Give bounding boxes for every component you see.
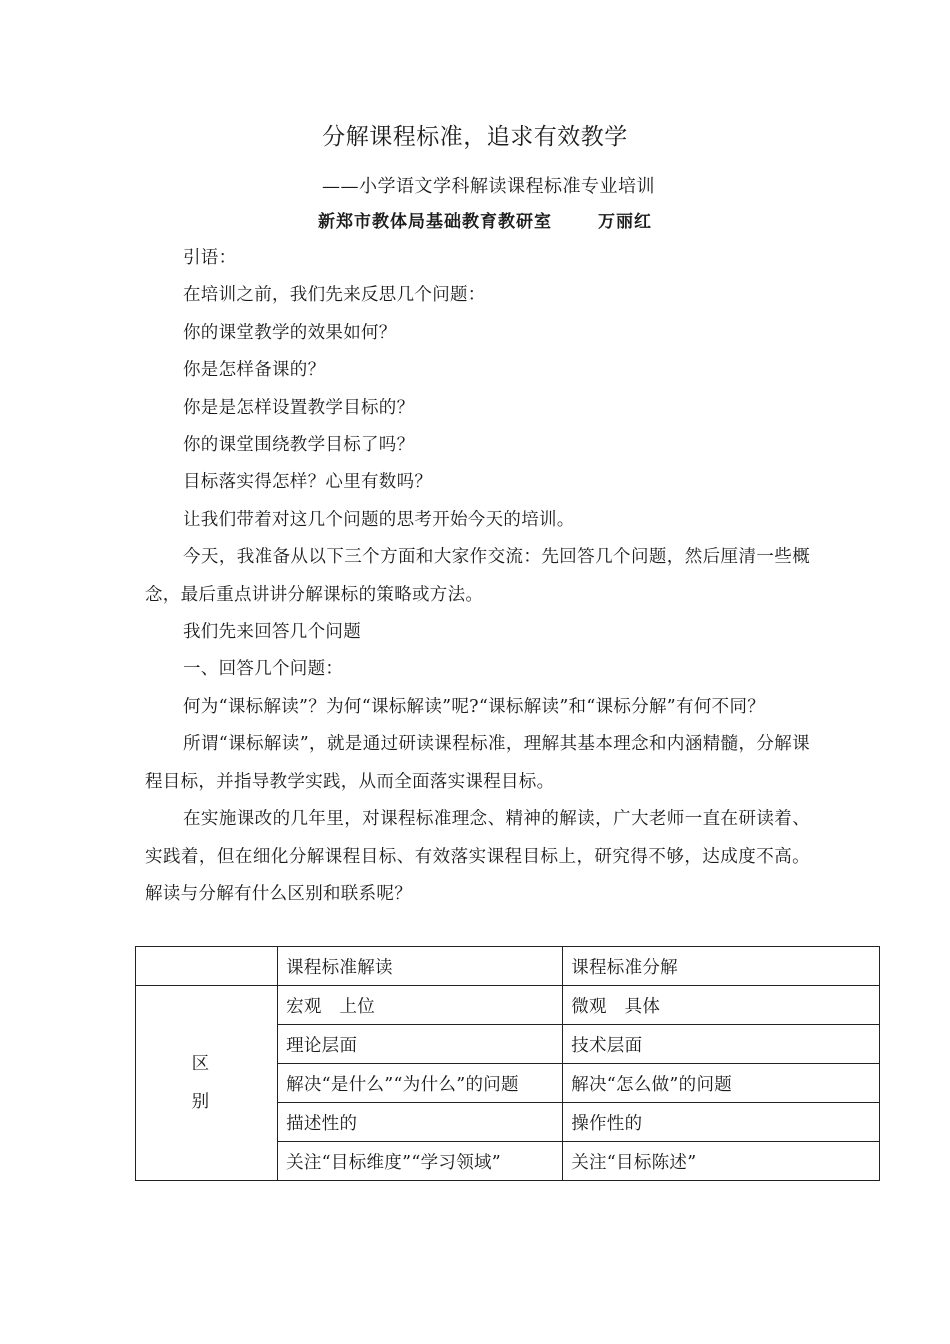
row-group-label-char: 区: [191, 1054, 210, 1074]
table-cell: 理论层面: [278, 1025, 563, 1064]
document-body: [145, 240, 810, 913]
table-cell: 关注“目标维度”“学习领域”: [278, 1142, 563, 1181]
table-cell: 技术层面: [563, 1025, 880, 1064]
table-cell: 宏观 上位: [278, 986, 563, 1025]
table-cell: 关注“目标陈述”: [563, 1142, 880, 1181]
table-cell: 解决“怎么做”的问题: [563, 1064, 880, 1103]
row-group-label: [136, 986, 278, 1181]
table-cell: 解决“是什么”“为什么”的问题: [278, 1064, 563, 1103]
table-header-cell: 课程标准解读: [278, 947, 563, 986]
paragraph: 你的课堂围绕教学目标了吗？: [183, 435, 415, 456]
document-subtitle: ——小学语文学科解读课程标准专业培训: [322, 176, 655, 197]
paragraph: 引语：: [183, 248, 237, 268]
paragraph: 我们先来回答几个问题: [183, 622, 361, 643]
author-organization: 新郑市教体局基础教育教研室: [318, 212, 552, 232]
table-header-row: [136, 947, 880, 986]
paragraph: 你是怎样备课的？: [183, 360, 326, 381]
document-title: 分解课程标准，追求有效教学: [322, 124, 628, 150]
paragraph: 何为“课标解读”？为何“课标解读”呢?“课标解读”和“课标分解”有何不同？: [183, 696, 766, 717]
paragraph: 所谓“课标解读”，就是通过研读课程标准，理解其基本理念和内涵精髓，分解课程目标，并指导教学实践，从而全面落实课程目标。: [145, 734, 810, 792]
table-cell: 描述性的: [278, 1103, 563, 1142]
paragraph: 今天，我准备从以下三个方面和大家作交流：先回答几个问题，然后厘清一些概念，最后重点讲讲分解课标的策略或方法。: [145, 547, 810, 605]
paragraph: 在培训之前，我们先来反思几个问题：: [183, 285, 486, 306]
author-line: [318, 207, 652, 232]
table-cell: 操作性的: [563, 1103, 880, 1142]
row-group-label-char: 别: [191, 1092, 210, 1112]
paragraph: 在实施课改的几年里，对课程标准理念、精神的解读，广大老师一直在研读着、实践着，但在细化分解课程目标、有效落实课程目标上，研究得不够，达成度不高。解读与分解有什么区别和联系呢？: [145, 809, 810, 904]
table-header-cell: [136, 947, 278, 986]
paragraph: 让我们带着对这几个问题的思考开始今天的培训。: [183, 509, 575, 530]
paragraph: 一、回答几个问题：: [183, 659, 344, 680]
table-row: [136, 986, 880, 1025]
comparison-table: [135, 946, 880, 1181]
paragraph: 你的课堂教学的效果如何？: [183, 322, 397, 343]
table-header-cell: 课程标准分解: [563, 947, 880, 986]
paragraph: 目标落实得怎样？心里有数吗？: [183, 472, 433, 493]
author-name: 万丽红: [598, 212, 652, 232]
paragraph: 你是是怎样设置教学目标的？: [183, 397, 415, 418]
table-cell: 微观 具体: [563, 986, 880, 1025]
